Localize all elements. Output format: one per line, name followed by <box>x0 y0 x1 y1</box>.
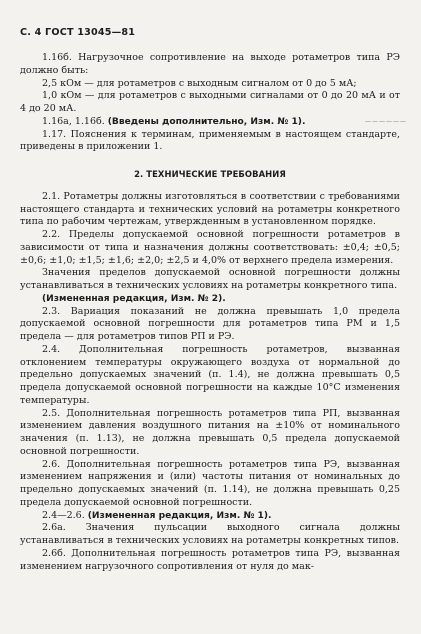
paragraph-1-16b-item-b: 1,0 кОм — для ротаметров с выходными сигналами от 0 до 20 мА и от 4 до 20 мА. <box>20 90 400 114</box>
paragraph-2-3: 2.3. Вариация показаний не должна превышать 1,0 предела допускаемой основной погрешности для ротаметров типа РМ и 1,5 предела — для ротаметров типов РП и РЭ. <box>20 305 400 342</box>
paragraph-1-16b-item-a: 2,5 кОм — для ротаметров с выходным сигналом от 0 до 5 мА; <box>42 77 357 89</box>
amendment-text: (Измененная редакция, Изм. № 1). <box>87 510 272 521</box>
paragraph-1-17: 1.17. Пояснения к терминам, применяемым в настоящем стандарте, приведены в приложении 1. <box>20 128 400 153</box>
amendment-clause-numbers: 2.4—2.6. <box>42 509 85 521</box>
section-title: 2. ТЕХНИЧЕСКИЕ ТРЕБОВАНИЯ <box>134 169 286 179</box>
paragraph-1-16b: 1.16б. Нагрузочное сопротивление на выходе ротаметров типа РЭ должно быть: <box>20 52 400 76</box>
amendment-note-2-2 <box>20 293 400 306</box>
amendment-note-2-4-2-6 <box>20 510 400 523</box>
paragraph-2-6: 2.6. Дополнительная погрешность ротаметров типа РЭ, вызванная изменением напряжения и (или) частоты питания от номинальных до предельно допускаемых значений (п. 1.14), не должна превышать 0,25 предела допускаемой основной погрешности. <box>20 458 400 508</box>
paragraph-2-4: 2.4. Дополнительная погрешность ротаметров, вызванная отклонением температуры окружающего воздуха от нормальной до предельно допускаемых значений (п. 1.4), не должна превышать 0,5 предела допускаемой основной погрешности на каждые 10°С изменения температуры. <box>20 343 400 406</box>
paragraph-2-6a: 2.6а. Значения пульсации выходного сигнала должны устанавливаться в технических условиях на ротаметры конкретных типов. <box>20 522 400 546</box>
paragraph-2-2-continued: Значения пределов допускаемой основной погрешности должны устанавливаться в технических условиях на ротаметры конкретного типа. <box>20 267 400 291</box>
paragraph-2-2: 2.2. Пределы допускаемой основной погрешности ротаметров в зависимости от типа и назначения должны соответствовать: ±0,4; ±0,5; ±0,6; ±1,0; ±1,5; ±1,6; ±2,0; ±2,5 и 4,0% от верхнего предела измерения. <box>20 229 400 266</box>
amendment-clause-numbers: 1.16а, 1.16б. <box>42 115 105 127</box>
document-body <box>20 52 400 573</box>
running-head: С. 4 ГОСТ 13045—81 <box>20 27 136 38</box>
paragraph-2-6b: 2.6б. Дополнительная погрешность ротаметров типа РЭ, вызванная изменением нагрузочного сопротивления от нуля до мак- <box>20 547 400 572</box>
amendment-text: (Измененная редакция, Изм. № 2). <box>42 293 226 304</box>
paragraph-2-5: 2.5. Дополнительная погрешность ротаметров типа РП, вызванная изменением давления воздушного питания на ±10% от номинального значения (п. 1.13), не должна превышать 0,5 предела допускаемой основной погрешности. <box>20 407 400 457</box>
amendment-text: (Введены дополнительно, Изм. № 1). <box>107 116 306 127</box>
paragraph-2-1: 2.1. Ротаметры должны изготовляться в соответствии с требованиями настоящего стандарта и технических условий на ротаметры конкретного типа по рабочим чертежам, утвержденным в установленном порядке. <box>20 190 400 228</box>
amendment-note-1-16 <box>20 116 400 129</box>
margin-mark: —————— <box>365 118 407 125</box>
